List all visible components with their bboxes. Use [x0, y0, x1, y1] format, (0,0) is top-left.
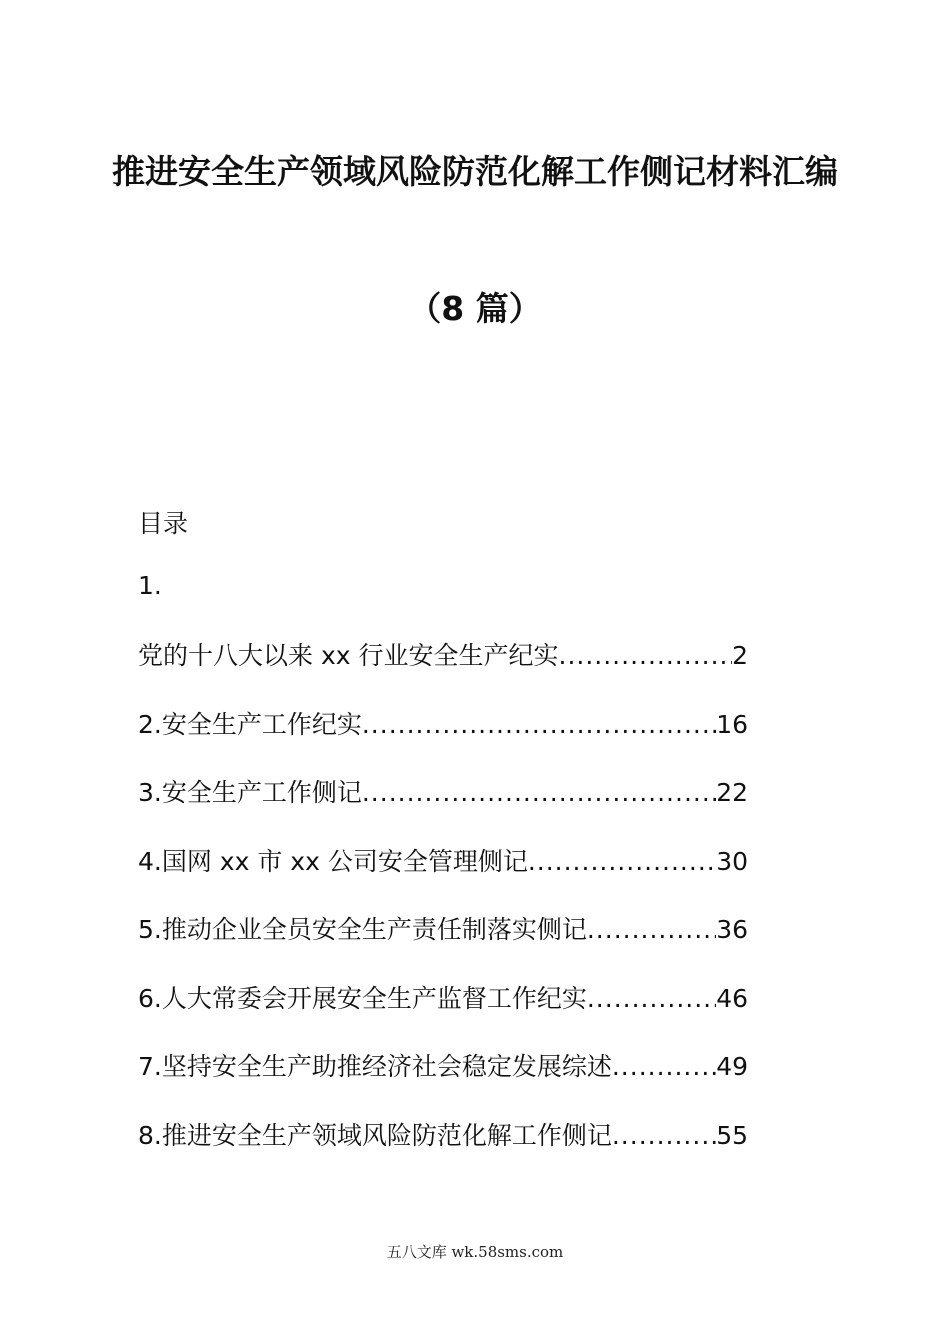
document-title: 推进安全生产领域风险防范化解工作侧记材料汇编: [112, 152, 838, 191]
toc-leader-dots: [612, 1052, 716, 1081]
toc-leader-dots: [528, 847, 716, 876]
toc-leader-dots: [362, 710, 716, 739]
toc-entry[interactable]: [138, 842, 748, 911]
toc-entry-label: 5.推动企业全员安全生产责任制落实侧记: [138, 915, 587, 944]
toc-entry[interactable]: [138, 1116, 748, 1185]
toc-leader-dots: [362, 778, 716, 807]
toc-leader-dots: [587, 915, 716, 944]
toc-entry-page: 30: [716, 846, 748, 876]
toc-entry[interactable]: [138, 979, 748, 1048]
toc-entry-page: 36: [716, 915, 748, 944]
toc-entry-page: 49: [716, 1052, 748, 1081]
toc-entry[interactable]: [138, 773, 748, 842]
toc-entry-label: 8.推进安全生产领域风险防范化解工作侧记: [138, 1120, 612, 1150]
footer-watermark: 五八文库 wk.58sms.com: [386, 1243, 564, 1261]
toc-leader-dots: [587, 984, 716, 1013]
toc-heading: 目录: [138, 509, 189, 538]
toc-entry-page: 55: [716, 1120, 748, 1150]
toc-entry-label: 2.安全生产工作纪实: [138, 709, 362, 739]
toc-entry-label: 党的十八大以来 xx 行业安全生产纪实: [138, 641, 559, 670]
toc-entry-label: 6.人大常委会开展安全生产监督工作纪实: [138, 983, 587, 1013]
toc-entry-label: 3.安全生产工作侧记: [138, 778, 362, 807]
toc-entry-label: 4.国网 xx 市 xx 公司安全管理侧记: [138, 846, 528, 876]
toc-first-number: 1.: [138, 571, 162, 600]
toc-entry[interactable]: [138, 910, 748, 979]
toc-entry[interactable]: [138, 1047, 748, 1116]
toc-leader-dots: [559, 641, 733, 670]
toc-entry-page: 22: [716, 778, 748, 807]
toc-entry-page: 46: [716, 983, 748, 1013]
toc-entry-page: 2: [732, 641, 748, 670]
document-subtitle-count: （8 篇）: [408, 289, 542, 328]
table-of-contents: [138, 636, 748, 1184]
toc-leader-dots: [612, 1121, 716, 1150]
toc-entry-page: 16: [716, 709, 748, 739]
toc-entry[interactable]: [138, 636, 748, 705]
toc-entry-label: 7.坚持安全生产助推经济社会稳定发展综述: [138, 1052, 612, 1081]
toc-entry[interactable]: [138, 705, 748, 774]
